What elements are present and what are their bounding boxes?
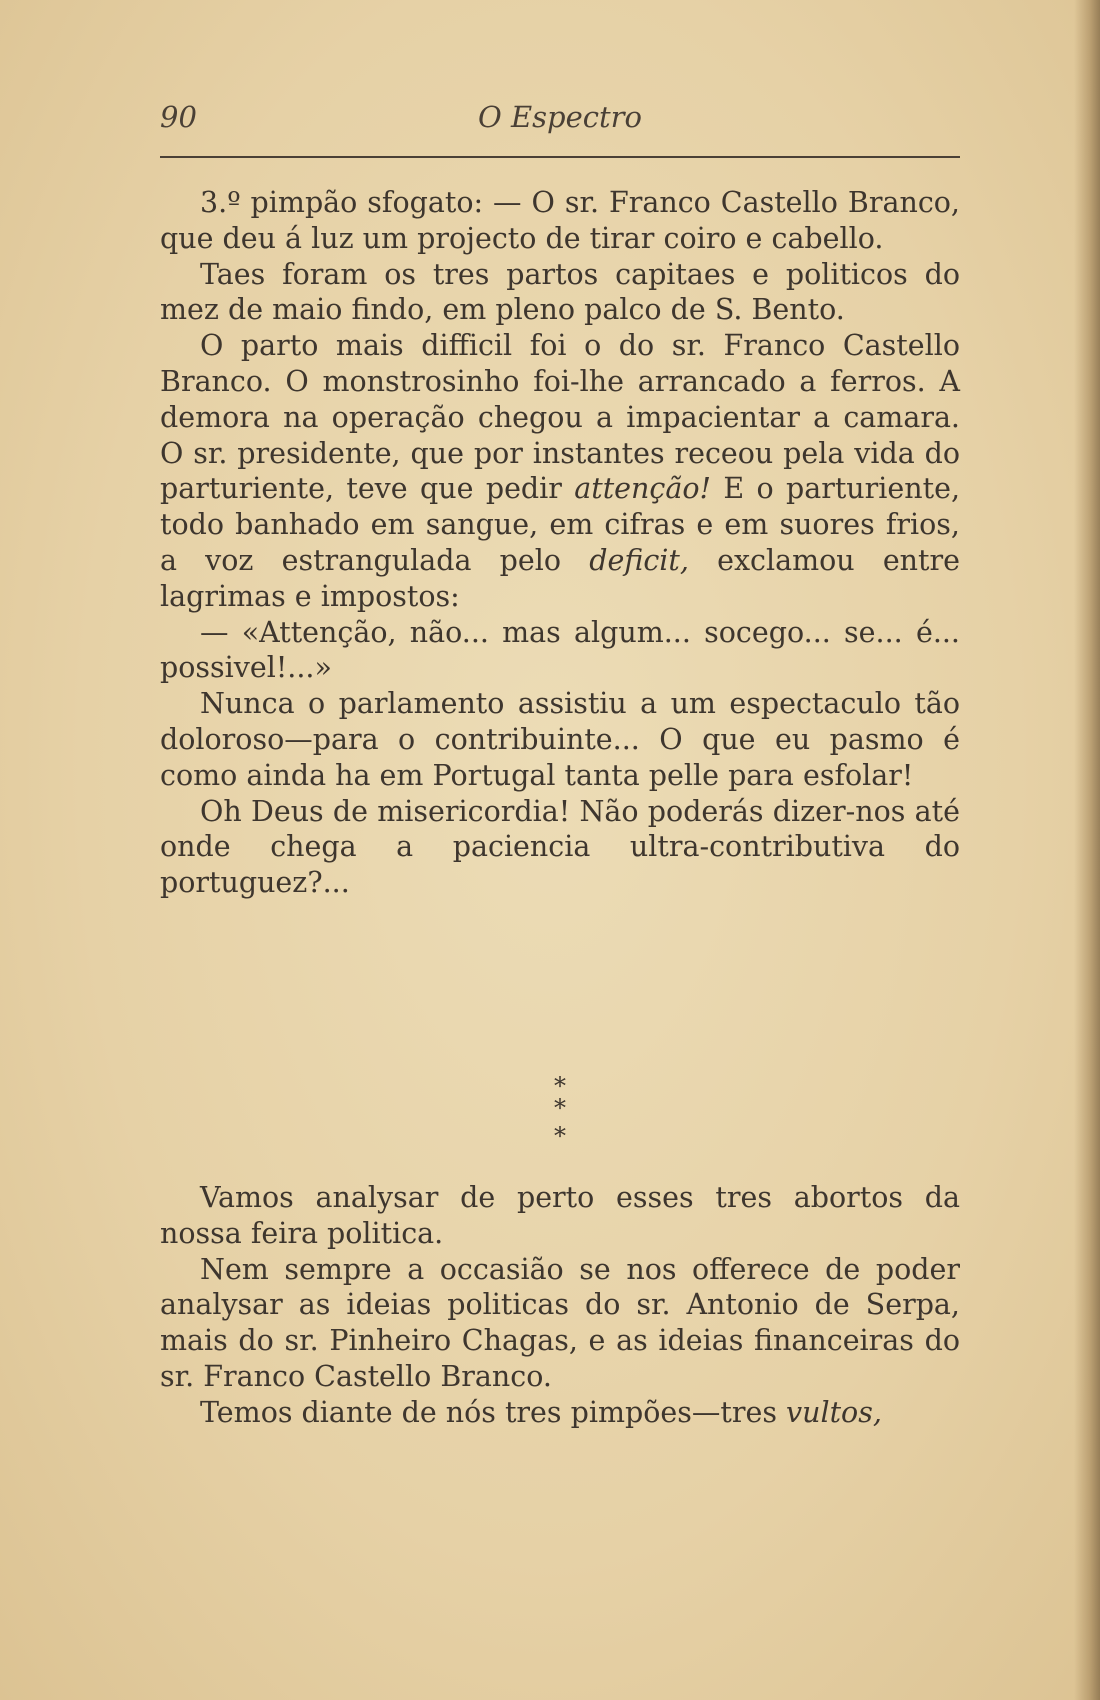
paragraph: [160, 328, 960, 614]
paragraph: Taes foram os tres partos capitaes e politicos do mez de maio findo, em pleno palco de S. Bento.: [160, 257, 960, 327]
body-text-continued: [160, 1180, 960, 1431]
text-run: O parto mais difficil foi o do sr. Franco Castello Branco. O monstrosinho foi-lhe arrancado a ferros. A demora na operação chegou a impacientar a camara. O sr. presidente, que por instantes receou pela vida do parturiente, teve que pedir: [160, 329, 960, 506]
page-header: [160, 100, 960, 140]
text-run: E o parturiente, todo banhado em sangue, em cifras e em suores frios, a voz estrangulada pelo: [160, 472, 960, 577]
asterisk-top: *: [554, 1072, 566, 1100]
page-number: 90: [160, 100, 197, 134]
asterisk-bottom: * *: [554, 1094, 594, 1150]
text-run: exclamou entre lagrimas e impostos:: [160, 543, 960, 613]
paragraph: Nunca o parlamento assistiu a um espectaculo tão doloroso—para o contribuinte... O que eu pasmo é como ainda ha em Portugal tanta pelle para esfolar!: [160, 687, 960, 792]
paragraph: — «Attenção, não... mas algum... socego... se... é... possivel!...»: [160, 615, 960, 685]
italic-text: vultos,: [786, 1395, 882, 1429]
running-title: O Espectro: [478, 100, 642, 134]
paragraph: Oh Deus de misericordia! Não poderás dizer-nos até onde chega a paciencia ultra-contributiva do portuguez?...: [160, 794, 960, 900]
header-rule: [160, 156, 960, 158]
page-edge-shadow: [1074, 0, 1100, 1700]
text-run: Temos diante de nós tres pimpões—tres: [200, 1395, 787, 1429]
paragraph: 3.º pimpão sfogato: — O sr. Franco Castello Branco, que deu á luz um projecto de tirar coiro e cabello.: [160, 186, 960, 255]
body-text: [160, 185, 960, 901]
paragraph: Nem sempre a occasião se nos offerece de poder analysar as ideias politicas do sr. Antonio de Serpa, mais do sr. Pinheiro Chagas, e as ideias financeiras do sr. Franco Castello Branco.: [160, 1252, 960, 1393]
italic-text: deficit,: [589, 543, 689, 577]
paragraph: Vamos analysar de perto esses tres abortos da nossa feira politica.: [160, 1181, 960, 1250]
section-separator: [520, 1072, 600, 1150]
italic-text: attenção!: [574, 472, 711, 506]
paragraph: [160, 1395, 960, 1431]
